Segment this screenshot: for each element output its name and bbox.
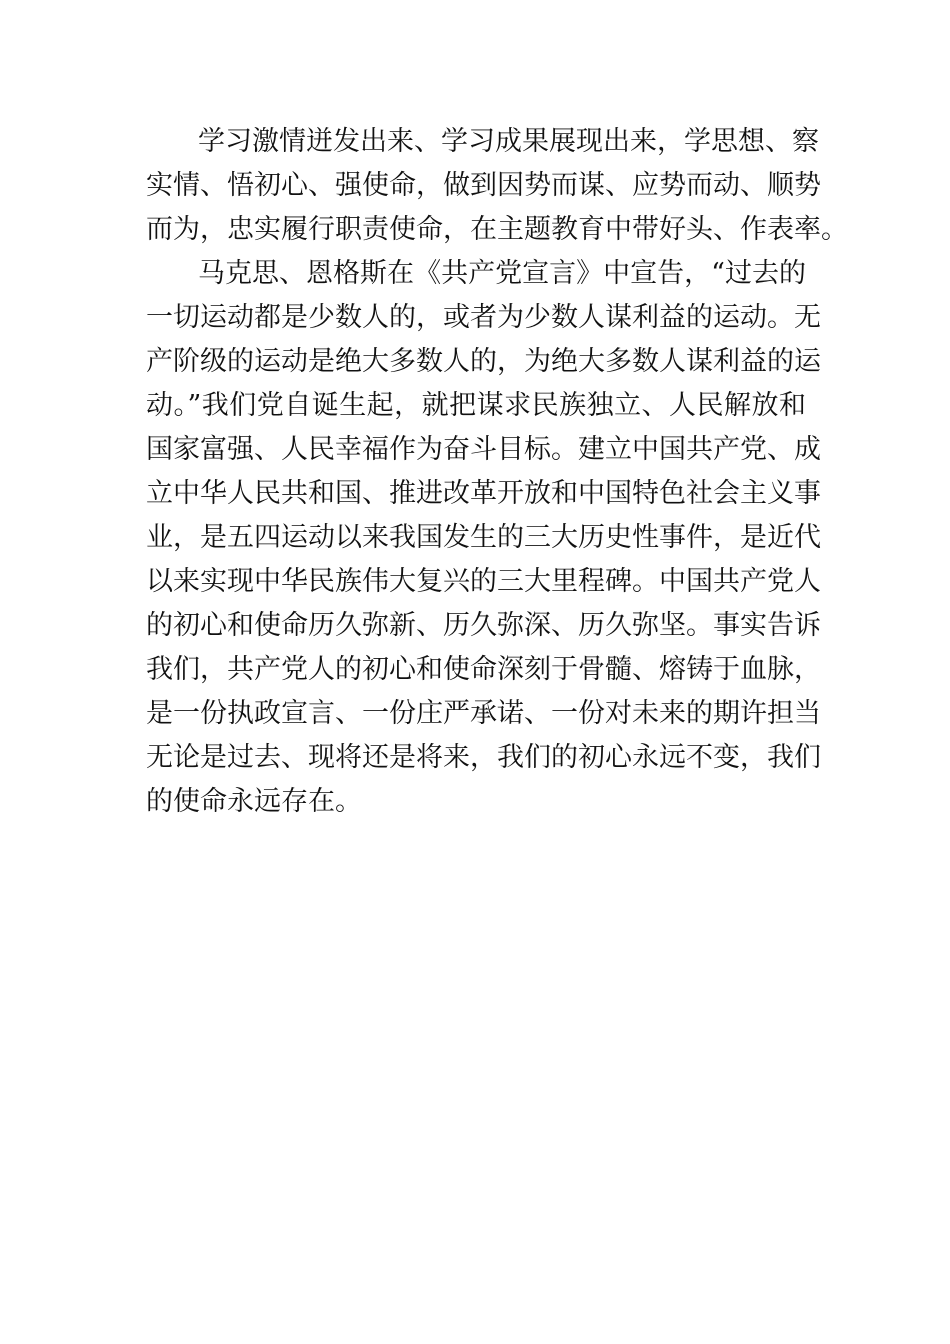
paragraph-2-line-2: 一切运动都是少数人的，或者为少数人谋利益的运动。无 (146, 302, 821, 333)
paragraph-2-line-4: 动。”我们党自诞生起，就把谋求民族独立、人民解放和 (146, 390, 806, 421)
paragraph-2-line-5: 国家富强、人民幸福作为奋斗目标。建立中国共产党、成 (146, 434, 821, 465)
paragraph-1-line-3: 而为，忠实履行职责使命，在主题教育中带好头、作表率。 (146, 214, 848, 245)
paragraph-2-line-8: 以来实现中华民族伟大复兴的三大里程碑。中国共产党人 (146, 566, 821, 597)
paragraph-2-line-10: 我们，共产党人的初心和使命深刻于骨髓、熔铸于血脉， (146, 654, 821, 685)
paragraph-2-line-9: 的初心和使命历久弥新、历久弥深、历久弥坚。事实告诉 (146, 610, 821, 641)
paragraph-2-line-7: 业，是五四运动以来我国发生的三大历史性事件，是近代 (146, 522, 821, 553)
paragraph-1-line-2: 实情、悟初心、强使命，做到因势而谋、应势而动、顺势 (146, 170, 821, 201)
paragraph-2-line-13: 的使命永远存在。 (146, 786, 362, 817)
paragraph-2-line-11: 是一份执政宣言、一份庄严承诺、一份对未来的期许担当 (146, 698, 821, 729)
paragraph-2-line-12: 无论是过去、现将还是将来，我们的初心永远不变，我们 (146, 742, 821, 773)
paragraph-2-line-6: 立中华人民共和国、推进改革开放和中国特色社会主义事 (146, 478, 821, 509)
paragraph-1-line-1: 学习激情迸发出来、学习成果展现出来，学思想、察 (198, 126, 819, 157)
paragraph-2-line-3: 产阶级的运动是绝大多数人的，为绝大多数人谋利益的运 (146, 346, 821, 377)
paragraph-2-line-1: 马克思、恩格斯在《共产党宣言》中宣告，“过去的 (198, 258, 806, 289)
